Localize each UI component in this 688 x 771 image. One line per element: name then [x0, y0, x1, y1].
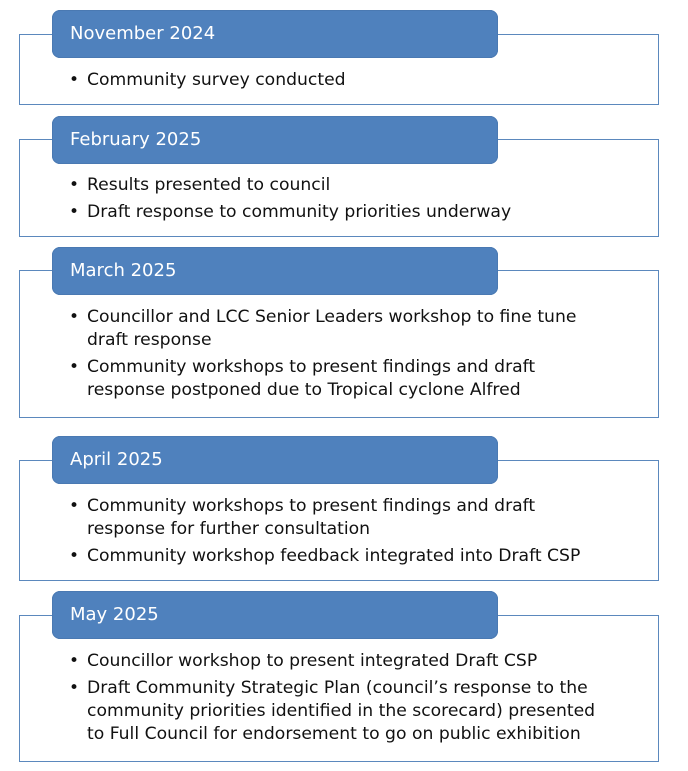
bullet-icon: • — [69, 307, 80, 327]
timeline-list-apr-2025 — [68, 495, 598, 568]
bullet-icon: • — [69, 70, 80, 90]
list-item: • Results presented to council — [69, 175, 331, 195]
list-item: • Draft response to community priorities underway — [69, 202, 512, 222]
list-item: • Community workshop feedback integrated into Draft CSP — [69, 546, 581, 566]
list-item: • Councillor workshop to present integrated Draft CSP — [69, 651, 538, 671]
timeline-list-feb-2025 — [68, 174, 628, 224]
timeline-heading-feb-2025: February 2025 — [52, 116, 498, 164]
bullet-icon: • — [69, 546, 80, 566]
timeline-heading-mar-2025: March 2025 — [52, 247, 498, 295]
bullet-icon: • — [69, 357, 80, 377]
timeline-heading-nov-2024: November 2024 — [52, 10, 498, 58]
list-item: • Community workshops to present findings and draft response postponed due to Tropical cyclone Alfred — [69, 357, 536, 400]
bullet-icon: • — [69, 678, 80, 698]
bullet-icon: • — [69, 496, 80, 516]
timeline-list-nov-2024 — [68, 69, 628, 92]
bullet-icon: • — [69, 651, 80, 671]
list-item: • Community survey conducted — [69, 70, 346, 90]
bullet-icon: • — [69, 202, 80, 222]
timeline-heading-apr-2025: April 2025 — [52, 436, 498, 484]
list-item: • Draft Community Strategic Plan (council’s response to the community priorities identified in the scorecard) presented to Full Council for endorsement to go on public exhibition — [69, 678, 596, 744]
timeline-list-may-2025 — [68, 650, 598, 746]
list-item: • Community workshops to present findings and draft response for further consultation — [69, 496, 536, 539]
timeline-list-mar-2025 — [68, 306, 598, 402]
bullet-icon: • — [69, 175, 80, 195]
list-item: • Councillor and LCC Senior Leaders workshop to fine tune draft response — [69, 307, 577, 350]
timeline-heading-may-2025: May 2025 — [52, 591, 498, 639]
